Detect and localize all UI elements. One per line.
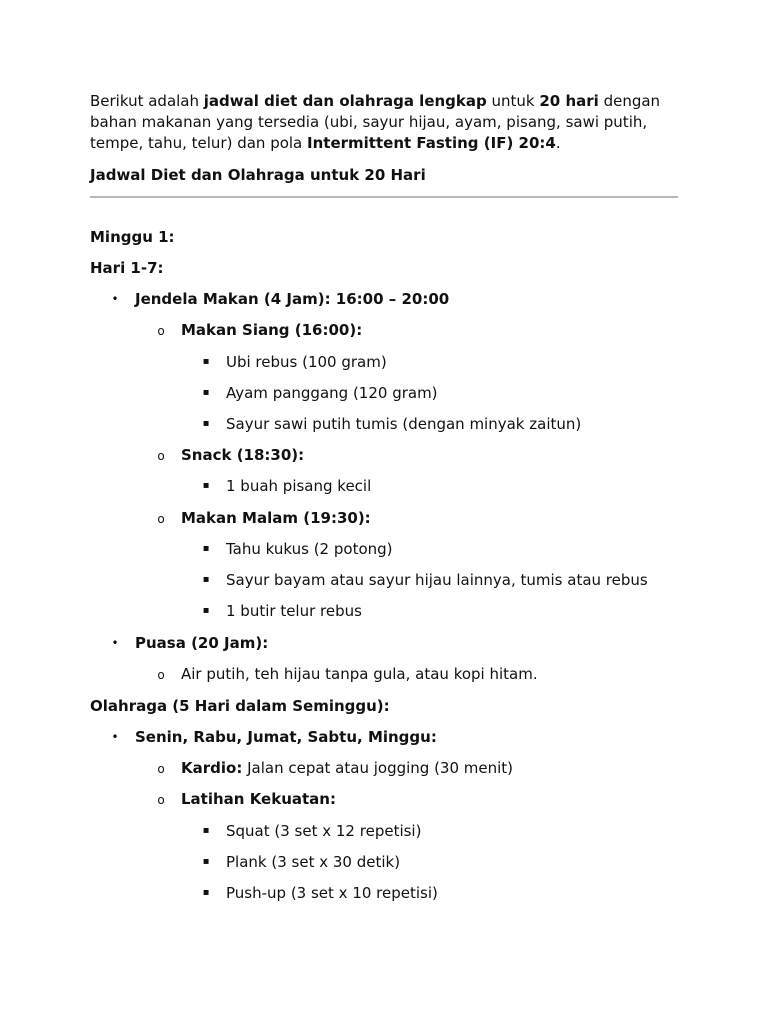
list-item: Ayam panggang (120 gram) — [226, 384, 438, 402]
circle-bullet-icon: o — [157, 512, 165, 526]
circle-bullet-icon: o — [157, 449, 165, 463]
exercise-heading: Olahraga (5 Hari dalam Seminggu): — [90, 697, 390, 715]
document-heading: Jadwal Diet dan Olahraga untuk 20 Hari — [90, 166, 426, 184]
cardio-line — [181, 758, 513, 778]
intro-text-4: . — [555, 134, 561, 152]
circle-bullet-icon: o — [157, 793, 165, 807]
fasting-item: Air putih, teh hijau tanpa gula, atau kopi hitam. — [181, 665, 538, 683]
square-bullet-icon: ▪ — [202, 856, 210, 867]
square-bullet-icon: ▪ — [202, 543, 210, 554]
disc-bullet-icon: • — [111, 730, 119, 744]
disc-bullet-icon: • — [111, 292, 119, 306]
list-item: Plank (3 set x 30 detik) — [226, 853, 401, 871]
square-bullet-icon: ▪ — [202, 574, 210, 585]
exercise-days-label: Senin, Rabu, Jumat, Sabtu, Minggu: — [135, 728, 437, 746]
list-item: Squat (3 set x 12 repetisi) — [226, 822, 422, 840]
circle-bullet-icon: o — [157, 668, 165, 682]
strength-label: Latihan Kekuatan: — [181, 790, 336, 808]
list-item: Push-up (3 set x 10 repetisi) — [226, 884, 438, 902]
cardio-text: Jalan cepat atau jogging (30 menit) — [242, 759, 514, 777]
intro-text-1: Berikut adalah — [90, 92, 204, 110]
lunch-label: Makan Siang (16:00): — [181, 321, 363, 339]
circle-bullet-icon: o — [157, 762, 165, 776]
intro-bold-1: jadwal diet dan olahraga lengkap — [203, 92, 487, 110]
intro-text-3: dengan bahan makanan yang tersedia (ubi, sayur hijau, ayam, pisang, sawi putih, tempe, tahu, telur) dan pola — [90, 92, 661, 152]
list-item: Sayur sawi putih tumis (dengan minyak zaitun) — [226, 415, 582, 433]
fasting-label: Puasa (20 Jam): — [135, 634, 269, 652]
list-item: Ubi rebus (100 gram) — [226, 353, 387, 371]
intro-bold-3: Intermittent Fasting (IF) 20:4 — [307, 134, 556, 152]
list-item: 1 butir telur rebus — [226, 602, 362, 620]
square-bullet-icon: ▪ — [202, 356, 210, 367]
list-item: Sayur bayam atau sayur hijau lainnya, tumis atau rebus — [226, 571, 648, 589]
cardio-label: Kardio: — [181, 759, 243, 777]
intro-paragraph — [90, 91, 690, 154]
horizontal-divider — [90, 196, 678, 198]
circle-bullet-icon: o — [157, 324, 165, 338]
list-item: 1 buah pisang kecil — [226, 477, 372, 495]
square-bullet-icon: ▪ — [202, 887, 210, 898]
square-bullet-icon: ▪ — [202, 418, 210, 429]
snack-label: Snack (18:30): — [181, 446, 305, 464]
square-bullet-icon: ▪ — [202, 605, 210, 616]
day-label: Hari 1-7: — [90, 259, 164, 277]
disc-bullet-icon: • — [111, 636, 119, 650]
dinner-label: Makan Malam (19:30): — [181, 509, 371, 527]
square-bullet-icon: ▪ — [202, 480, 210, 491]
square-bullet-icon: ▪ — [202, 387, 210, 398]
intro-bold-2: 20 hari — [539, 92, 599, 110]
week-label: Minggu 1: — [90, 228, 175, 246]
eating-window-label: Jendela Makan (4 Jam): 16:00 – 20:00 — [135, 290, 450, 308]
square-bullet-icon: ▪ — [202, 825, 210, 836]
list-item: Tahu kukus (2 potong) — [226, 540, 393, 558]
intro-text-2: untuk — [486, 92, 540, 110]
